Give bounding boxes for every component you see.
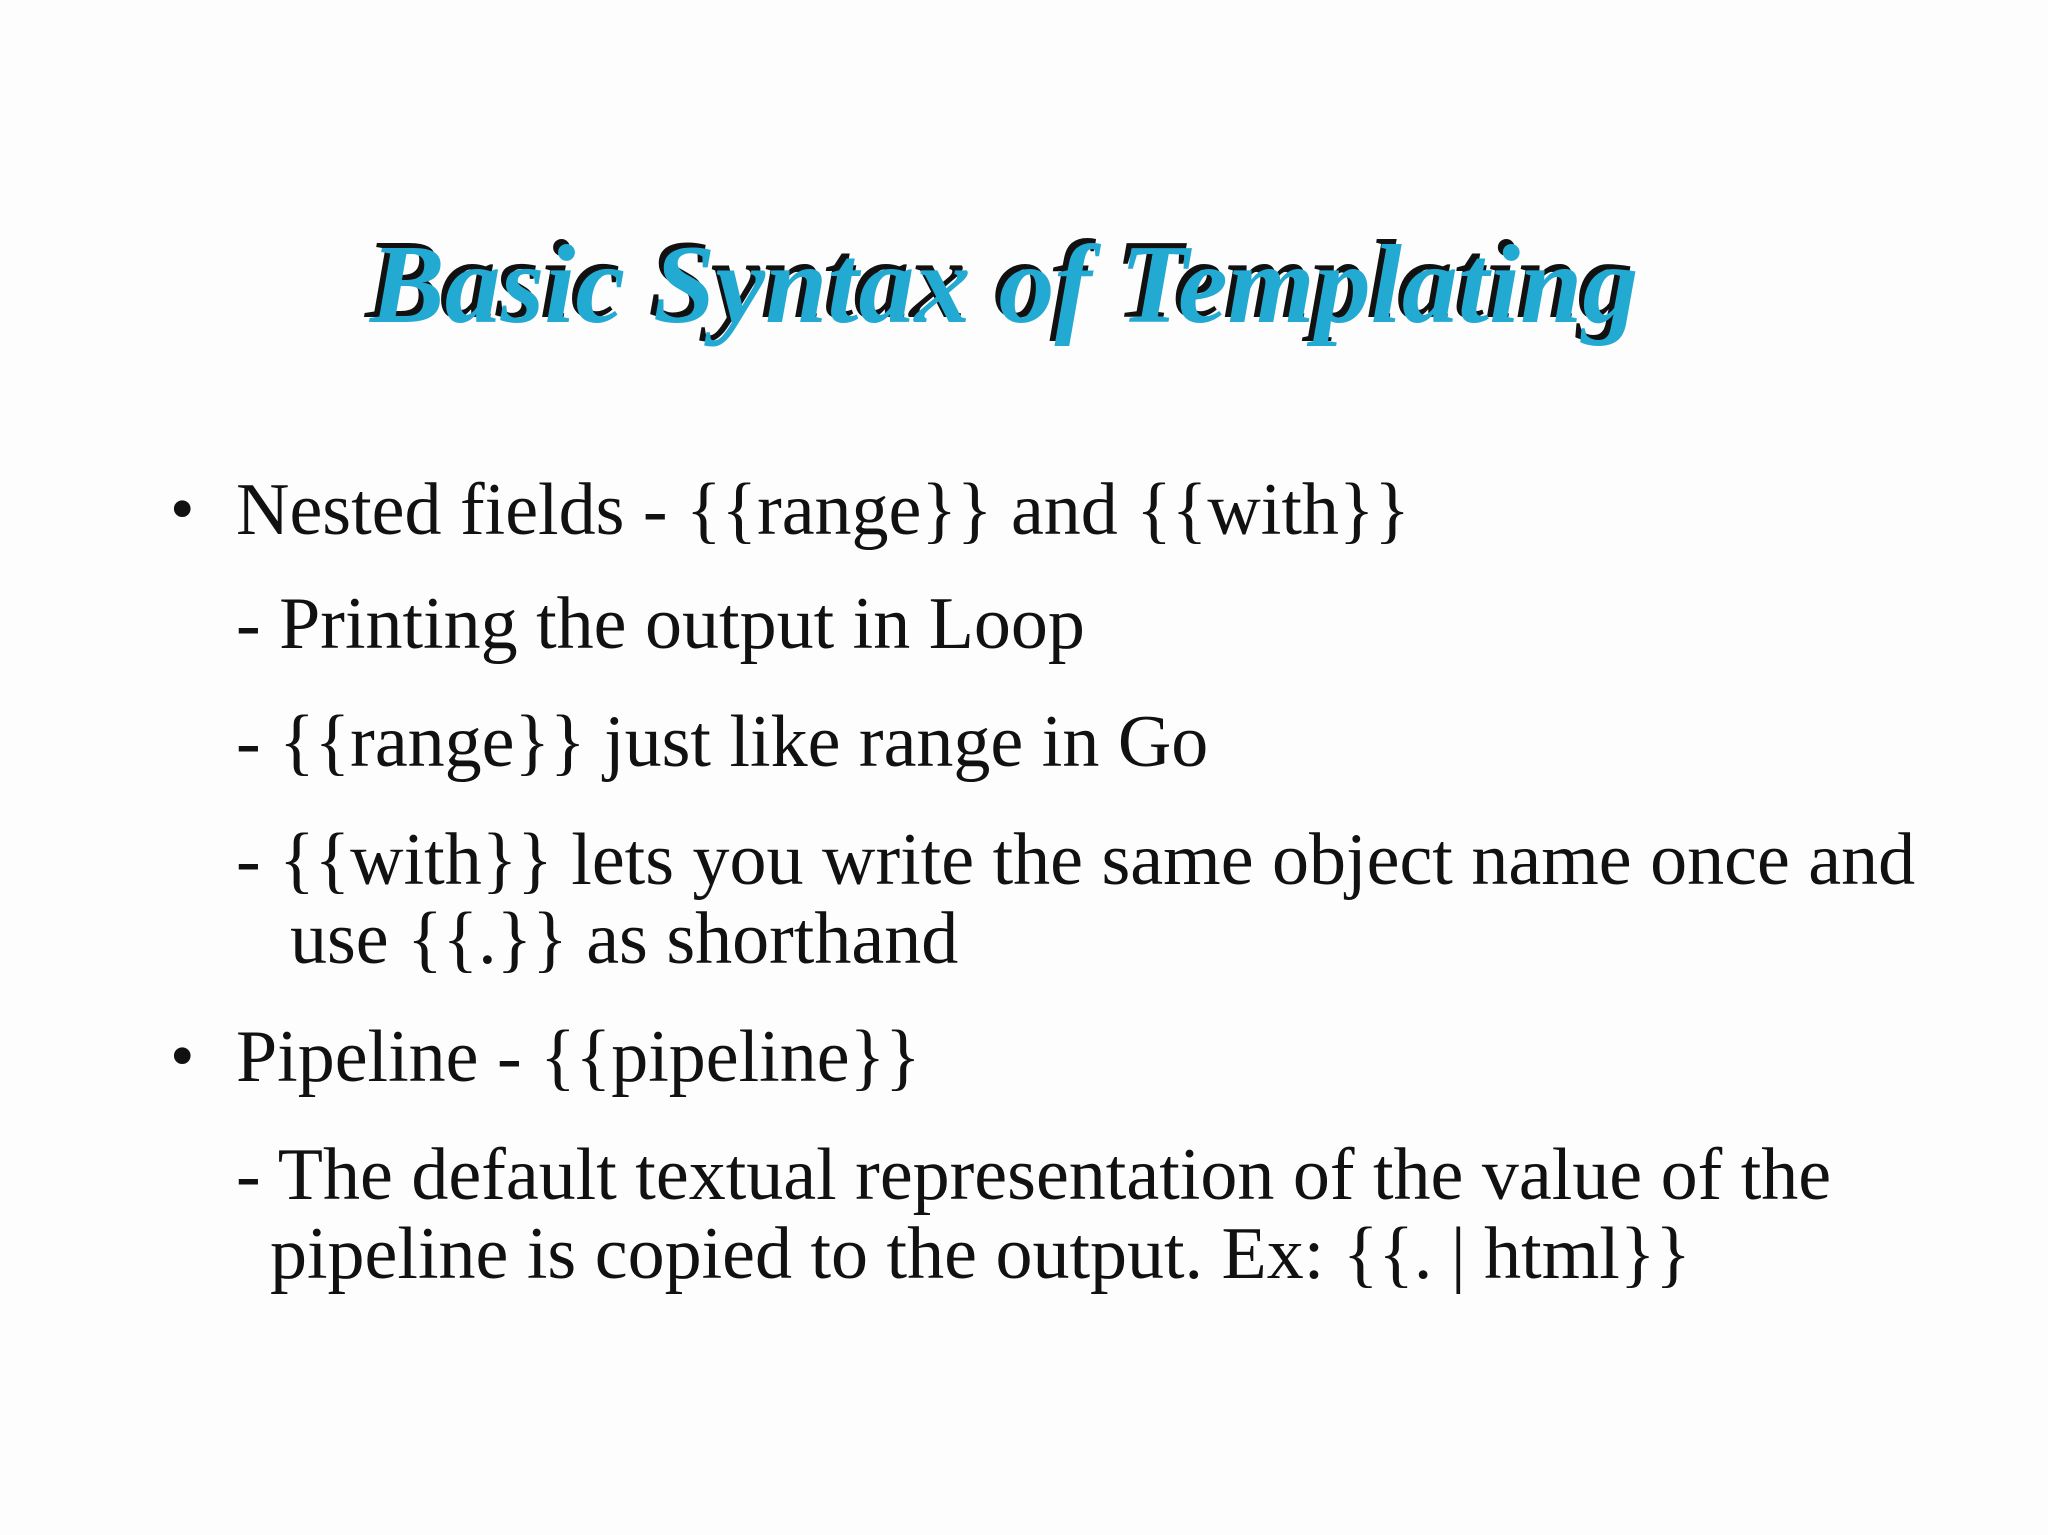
sub-item-printing-loop: - Printing the output in Loop (236, 583, 1085, 665)
sub-item-with: - {{with}} lets you write the same object name once and (236, 819, 1916, 901)
slide-title: Basic Syntax of Templating (370, 223, 1639, 347)
sub-item-pipeline-desc: - The default textual representation of the value of the (236, 1134, 1832, 1216)
sub-item-with-continued: use {{.}} as shorthand (290, 898, 959, 980)
sub-item-pipeline-desc-continued: pipeline is copied to the output. Ex: {{. | html}} (270, 1213, 1691, 1295)
sub-item-range: - {{range}} just like range in Go (236, 701, 1209, 783)
bullet-dot-icon: • (170, 471, 195, 548)
bullet-nested-fields: Nested fields - {{range}} and {{with}} (236, 469, 1410, 551)
bullet-dot-icon: • (170, 1018, 195, 1095)
bullet-pipeline: Pipeline - {{pipeline}} (236, 1016, 921, 1098)
